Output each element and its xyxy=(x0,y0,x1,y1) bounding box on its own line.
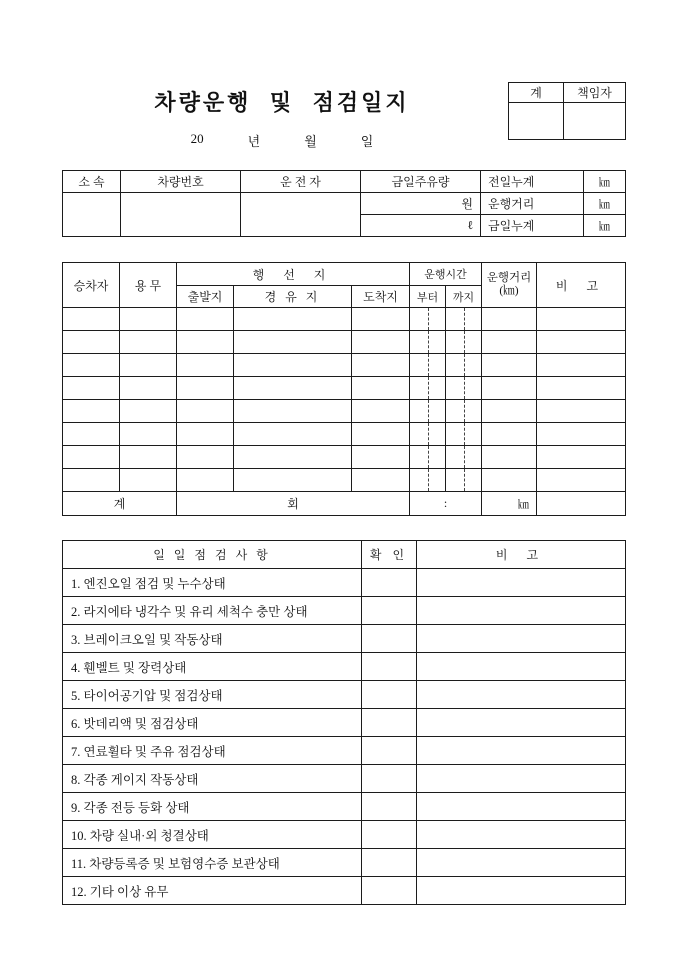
trip-row xyxy=(63,469,626,492)
trip-row xyxy=(63,377,626,400)
today-total-label: 금일누계 xyxy=(481,215,584,237)
empty-cell xyxy=(537,354,626,377)
distance-header-line2: (㎞) xyxy=(499,285,519,297)
empty-cell xyxy=(234,308,352,331)
affiliation-header: 소 속 xyxy=(63,171,121,193)
trip-row xyxy=(63,354,626,377)
inspection-item: 5. 타이어공기압 및 점검상태 xyxy=(63,681,362,709)
time-to-cell xyxy=(446,446,482,469)
remarks-cell xyxy=(417,765,626,793)
time-to-header: 까지 xyxy=(446,286,482,308)
inspection-row xyxy=(63,849,626,877)
trip-time-total-cell: : xyxy=(410,492,482,516)
inspection-row xyxy=(63,625,626,653)
inspection-row xyxy=(63,821,626,849)
time-from-cell xyxy=(410,469,446,492)
inspection-row xyxy=(63,737,626,765)
empty-cell xyxy=(177,446,234,469)
driver-cell xyxy=(241,193,361,237)
inspection-row xyxy=(63,653,626,681)
via-header: 경 유 지 xyxy=(234,286,352,308)
empty-cell xyxy=(537,377,626,400)
empty-cell xyxy=(352,469,410,492)
time-header: 운행시간 xyxy=(410,263,482,286)
empty-cell xyxy=(63,446,120,469)
confirm-cell xyxy=(362,877,417,905)
daily-inspection-table xyxy=(62,540,626,905)
empty-cell xyxy=(482,354,537,377)
vehicle-info-table xyxy=(62,170,626,237)
empty-cell xyxy=(63,331,120,354)
time-to-cell xyxy=(446,354,482,377)
empty-cell xyxy=(234,469,352,492)
confirm-cell xyxy=(362,849,417,877)
date-month-label: 월 xyxy=(304,134,317,149)
empty-cell xyxy=(177,331,234,354)
remarks-cell xyxy=(417,737,626,765)
distance-header-line1: 운행거리 xyxy=(486,271,532,284)
date-line xyxy=(62,131,502,150)
inspection-row xyxy=(63,569,626,597)
empty-cell xyxy=(234,400,352,423)
today-total-unit: ㎞ xyxy=(584,215,626,237)
empty-cell xyxy=(537,469,626,492)
trip-count-cell: 회 xyxy=(177,492,410,516)
inspection-item: 4. 휀벨트 및 장력상태 xyxy=(63,653,362,681)
inspection-item: 6. 밧데리액 및 점검상태 xyxy=(63,709,362,737)
run-distance-label: 운행거리 xyxy=(481,193,584,215)
empty-cell xyxy=(120,354,177,377)
confirm-cell xyxy=(362,709,417,737)
departure-header: 출발지 xyxy=(177,286,234,308)
empty-cell xyxy=(234,446,352,469)
empty-cell xyxy=(63,354,120,377)
trip-distance-total-cell: ㎞ xyxy=(482,492,537,516)
remarks-cell xyxy=(417,653,626,681)
trip-row xyxy=(63,400,626,423)
empty-cell xyxy=(120,469,177,492)
empty-cell xyxy=(537,492,626,516)
trip-total-label: 계 xyxy=(63,492,177,516)
empty-cell xyxy=(120,423,177,446)
confirm-cell xyxy=(362,765,417,793)
driver-header: 운 전 자 xyxy=(241,171,361,193)
affiliation-cell xyxy=(63,193,121,237)
empty-cell xyxy=(63,423,120,446)
time-from-cell xyxy=(410,446,446,469)
time-to-cell xyxy=(446,400,482,423)
empty-cell xyxy=(537,308,626,331)
run-distance-unit: ㎞ xyxy=(584,193,626,215)
empty-cell xyxy=(177,377,234,400)
approval-sign-cell xyxy=(509,103,564,140)
empty-cell xyxy=(234,331,352,354)
remarks-cell xyxy=(417,709,626,737)
remarks-cell xyxy=(417,821,626,849)
empty-cell xyxy=(352,400,410,423)
remarks-cell xyxy=(417,849,626,877)
inspection-item: 8. 각종 게이지 작동상태 xyxy=(63,765,362,793)
inspection-row xyxy=(63,765,626,793)
inspection-row xyxy=(63,793,626,821)
fuel-liter-cell: ℓ xyxy=(361,215,481,237)
empty-cell xyxy=(120,308,177,331)
time-from-header: 부터 xyxy=(410,286,446,308)
inspection-row xyxy=(63,877,626,905)
trip-log-table xyxy=(62,262,626,516)
confirm-cell xyxy=(362,681,417,709)
empty-cell xyxy=(352,423,410,446)
inspection-item: 1. 엔진오일 점검 및 누수상태 xyxy=(63,569,362,597)
empty-cell xyxy=(177,354,234,377)
vehicle-no-header: 차량번호 xyxy=(121,171,241,193)
inspection-item: 12. 기타 이상 유무 xyxy=(63,877,362,905)
trip-row xyxy=(63,423,626,446)
empty-cell xyxy=(537,400,626,423)
confirm-cell xyxy=(362,821,417,849)
prev-total-label: 전일누계 xyxy=(481,171,584,193)
empty-cell xyxy=(63,308,120,331)
time-from-cell xyxy=(410,377,446,400)
empty-cell xyxy=(177,469,234,492)
empty-cell xyxy=(63,377,120,400)
time-from-cell xyxy=(410,423,446,446)
inspection-item: 10. 차량 실내·외 청결상태 xyxy=(63,821,362,849)
empty-cell xyxy=(482,423,537,446)
empty-cell xyxy=(482,446,537,469)
trip-row xyxy=(63,308,626,331)
trip-row xyxy=(63,331,626,354)
empty-cell xyxy=(537,423,626,446)
empty-cell xyxy=(120,377,177,400)
empty-cell xyxy=(482,469,537,492)
approval-header-manager: 책임자 xyxy=(564,83,626,103)
empty-cell xyxy=(234,377,352,400)
trip-row xyxy=(63,446,626,469)
empty-cell xyxy=(234,423,352,446)
prev-total-unit: ㎞ xyxy=(584,171,626,193)
fuel-won-cell: 원 xyxy=(361,193,481,215)
confirm-cell xyxy=(362,793,417,821)
approval-box xyxy=(508,82,626,140)
empty-cell xyxy=(177,423,234,446)
passenger-header: 승차자 xyxy=(63,263,120,308)
empty-cell xyxy=(177,400,234,423)
approval-header-gye: 계 xyxy=(509,83,564,103)
time-from-cell xyxy=(410,354,446,377)
time-to-cell xyxy=(446,423,482,446)
empty-cell xyxy=(482,400,537,423)
confirm-header: 확 인 xyxy=(362,541,417,569)
date-year-prefix: 20 xyxy=(190,131,204,146)
trip-total-row xyxy=(63,492,626,516)
time-to-cell xyxy=(446,308,482,331)
empty-cell xyxy=(537,331,626,354)
vehicle-no-cell xyxy=(121,193,241,237)
destination-header: 행 선 지 xyxy=(177,263,410,286)
remarks-cell xyxy=(417,877,626,905)
confirm-cell xyxy=(362,653,417,681)
empty-cell xyxy=(234,354,352,377)
confirm-cell xyxy=(362,625,417,653)
page-title: 차량운행 및 점검일지 xyxy=(154,90,410,115)
inspection-remarks-header: 비 고 xyxy=(417,541,626,569)
empty-cell xyxy=(352,446,410,469)
inspection-row xyxy=(63,709,626,737)
time-to-cell xyxy=(446,377,482,400)
time-from-cell xyxy=(410,400,446,423)
date-day-label: 일 xyxy=(360,134,374,149)
inspection-item: 7. 연료휠타 및 주유 점검상태 xyxy=(63,737,362,765)
inspection-item-header: 일 일 점 검 사 항 xyxy=(63,541,362,569)
empty-cell xyxy=(352,308,410,331)
empty-cell xyxy=(482,377,537,400)
time-from-cell xyxy=(410,331,446,354)
remarks-cell xyxy=(417,569,626,597)
empty-cell xyxy=(482,308,537,331)
time-from-cell xyxy=(410,308,446,331)
inspection-item: 11. 차량등록증 및 보험영수증 보관상태 xyxy=(63,849,362,877)
empty-cell xyxy=(482,331,537,354)
fuel-today-header: 금일주유량 xyxy=(361,171,481,193)
remarks-cell xyxy=(417,681,626,709)
empty-cell xyxy=(537,446,626,469)
remarks-cell xyxy=(417,597,626,625)
remarks-cell xyxy=(417,625,626,653)
confirm-cell xyxy=(362,569,417,597)
empty-cell xyxy=(120,446,177,469)
trip-remarks-header: 비 고 xyxy=(537,263,626,308)
inspection-row xyxy=(63,681,626,709)
arrival-header: 도착지 xyxy=(352,286,410,308)
date-year-label: 년 xyxy=(247,134,261,149)
empty-cell xyxy=(63,469,120,492)
time-to-cell xyxy=(446,331,482,354)
inspection-item: 3. 브레이크오일 및 작동상태 xyxy=(63,625,362,653)
inspection-item: 9. 각종 전등 등화 상태 xyxy=(63,793,362,821)
inspection-item: 2. 라지에타 냉각수 및 유리 세척수 충만 상태 xyxy=(63,597,362,625)
approval-sign-cell xyxy=(564,103,626,140)
inspection-row xyxy=(63,597,626,625)
business-header: 용 무 xyxy=(120,263,177,308)
empty-cell xyxy=(352,331,410,354)
empty-cell xyxy=(177,308,234,331)
empty-cell xyxy=(352,377,410,400)
empty-cell xyxy=(120,331,177,354)
confirm-cell xyxy=(362,597,417,625)
remarks-cell xyxy=(417,793,626,821)
distance-header xyxy=(482,263,537,308)
confirm-cell xyxy=(362,737,417,765)
time-to-cell xyxy=(446,469,482,492)
empty-cell xyxy=(352,354,410,377)
empty-cell xyxy=(120,400,177,423)
empty-cell xyxy=(63,400,120,423)
